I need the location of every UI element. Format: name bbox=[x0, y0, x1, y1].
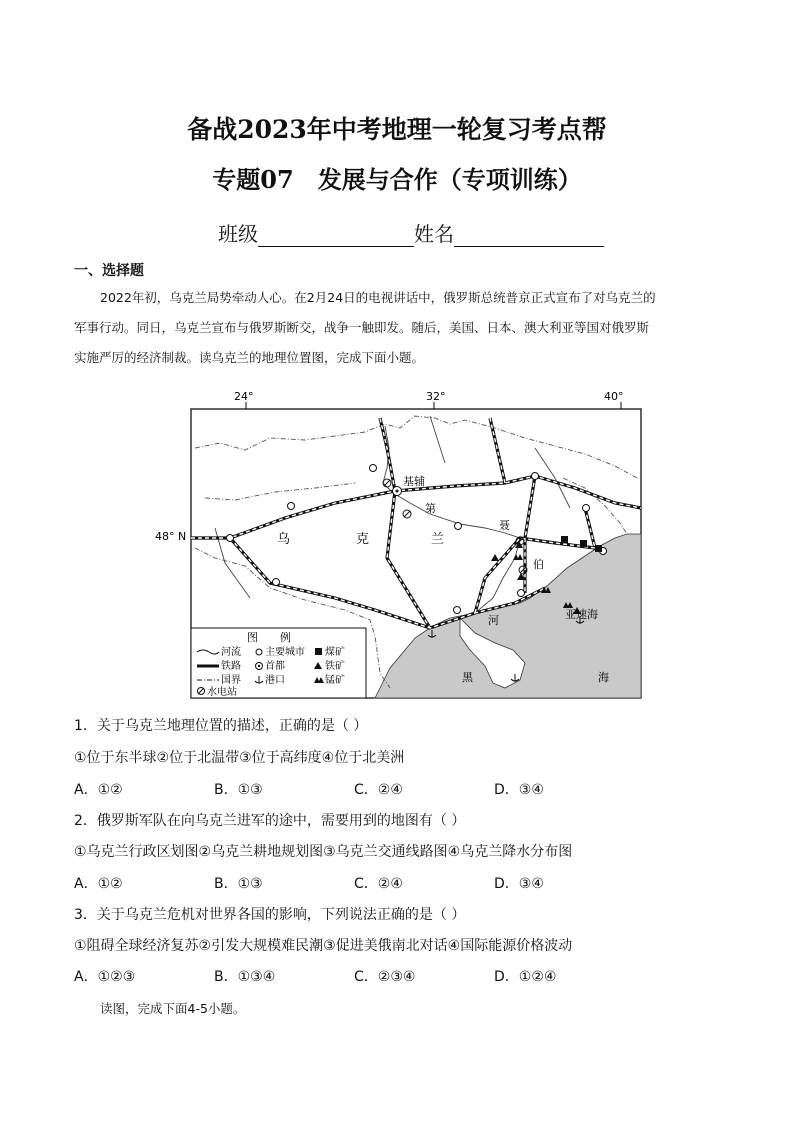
q1-option-b[interactable]: B．①③ bbox=[214, 782, 263, 798]
intro-line-3: 实施严厉的经济制裁。读乌克兰的地理位置图，完成下面小题。 bbox=[74, 350, 425, 365]
class-label: 班级 bbox=[218, 222, 258, 246]
question-1-options bbox=[74, 779, 634, 799]
label-wu: 乌 bbox=[277, 532, 291, 547]
q2-option-a[interactable]: A．①② bbox=[74, 876, 123, 892]
intro-line-1: 2022年初，乌克兰局势牵动人心。在2月24日的电视讲话中，俄罗斯总统普京正式宣布了对乌克兰的 bbox=[100, 290, 656, 305]
legend-iron: 铁矿 bbox=[325, 661, 345, 672]
question-2-statements: ①乌克兰行政区划图②乌克兰耕地规划图③乌克兰交通线路图④乌克兰降水分布图 bbox=[74, 844, 573, 860]
legend-hydro: 水电站 bbox=[207, 687, 237, 698]
label-nie: 聂 bbox=[499, 519, 510, 532]
map-legend bbox=[191, 628, 366, 698]
q2-option-d[interactable]: D．③④ bbox=[494, 876, 544, 892]
intro-paragraph bbox=[74, 283, 724, 373]
q3-option-d[interactable]: D．①②④ bbox=[494, 969, 557, 985]
question-3-stem: 3．关于乌克兰危机对世界各国的影响，下列说法正确的是（ ） bbox=[74, 907, 466, 923]
question-1-stem: 1．关于乌克兰地理位置的描述，正确的是（ ） bbox=[74, 718, 368, 734]
lon-label-24: 24° bbox=[234, 390, 254, 403]
intro-line-2: 军事行动。同日，乌克兰宣布与俄罗斯断交，战争一触即发。随后，美国、日本、澳大利亚等国对俄罗斯 bbox=[74, 320, 650, 335]
lat-label-48: 48° N bbox=[155, 530, 187, 543]
footer-instruction: 读图，完成下面4-5小题。 bbox=[100, 1001, 246, 1016]
legend-river: 河流 bbox=[221, 647, 241, 658]
legend-manganese: 锰矿 bbox=[325, 675, 345, 686]
q1-option-d[interactable]: D．③④ bbox=[494, 782, 544, 798]
label-black-2: 海 bbox=[598, 671, 609, 684]
legend-coal: 煤矿 bbox=[325, 647, 345, 658]
label-bo: 伯 bbox=[533, 558, 544, 571]
label-azov: 亚速海 bbox=[565, 608, 598, 621]
question-3-options bbox=[74, 966, 634, 986]
question-2-options bbox=[74, 873, 634, 893]
label-lan: 兰 bbox=[431, 532, 445, 547]
label-ke: 克 bbox=[356, 532, 370, 547]
legend-port: 港口 bbox=[265, 675, 285, 686]
lon-label-40: 40° bbox=[604, 390, 624, 403]
label-black-1: 黑 bbox=[462, 671, 473, 684]
ukraine-map bbox=[155, 388, 650, 700]
legend-title: 图 例 bbox=[247, 631, 291, 644]
legend-border: 国界 bbox=[221, 675, 241, 686]
question-2-stem: 2．俄罗斯军队在向乌克兰进军的途中，需要用到的地图有（ ） bbox=[74, 813, 466, 829]
q3-option-b[interactable]: B．①③④ bbox=[214, 969, 276, 985]
legend-capital: 首都 bbox=[265, 661, 285, 672]
name-label: 姓名 bbox=[414, 222, 454, 246]
legend-city: 主要城市 bbox=[265, 647, 305, 658]
class-blank[interactable] bbox=[258, 224, 414, 247]
label-he: 河 bbox=[488, 614, 499, 627]
q2-option-b[interactable]: B．①③ bbox=[214, 876, 263, 892]
q3-option-c[interactable]: C．②③④ bbox=[354, 969, 416, 985]
question-1-statements: ①位于东半球②位于北温带③位于高纬度④位于北美洲 bbox=[74, 750, 405, 766]
class-name-line bbox=[218, 218, 604, 247]
document-subtitle: 专题07 发展与合作（专项训练） bbox=[212, 165, 582, 194]
legend-railway: 铁路 bbox=[221, 661, 241, 672]
q1-option-c[interactable]: C．②④ bbox=[354, 782, 403, 798]
document-title: 备战2023年中考地理一轮复习考点帮 bbox=[187, 115, 607, 144]
lon-label-32: 32° bbox=[426, 390, 446, 403]
q1-option-a[interactable]: A．①② bbox=[74, 782, 123, 798]
label-di: 第 bbox=[425, 502, 436, 515]
q2-option-c[interactable]: C．②④ bbox=[354, 876, 403, 892]
section-heading: 一、选择题 bbox=[74, 263, 144, 279]
name-blank[interactable] bbox=[454, 224, 604, 247]
label-kiev: 基辅 bbox=[403, 475, 425, 488]
q3-option-a[interactable]: A．①②③ bbox=[74, 969, 136, 985]
question-3-statements: ①阻碍全球经济复苏②引发大规模难民潮③促进美俄南北对话④国际能源价格波动 bbox=[74, 938, 573, 954]
